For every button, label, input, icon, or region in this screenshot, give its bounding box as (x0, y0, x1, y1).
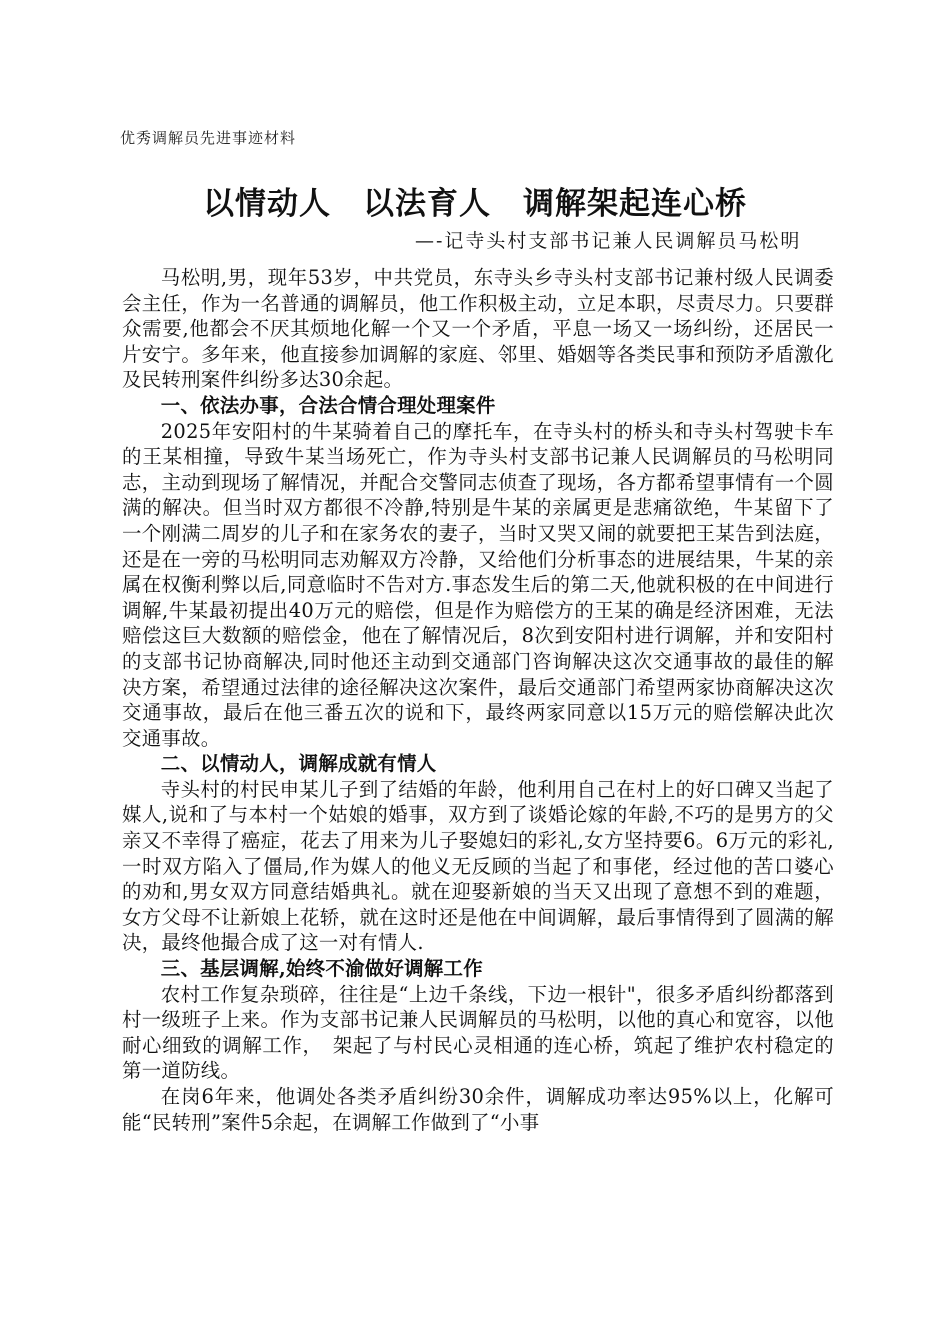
section-1-paragraph-1: 2025年安阳村的牛某骑着自己的摩托车，在寺头村的桥头和寺头村驾驶卡车的王某相撞，导致牛某当场死亡，作为寺头村支部书记兼人民调解员的马松明同志，主动到现场了解情况，并配合交警同志侦查了现场，各方都希望事情有一个圆满的解决。但当时双方都很不冷静,特别是牛某的亲属更是悲痛欲绝，牛某留下了一个刚满二周岁的儿子和在家务农的妻子，当时又哭又闹的就要把王某告到法庭，还是在一旁的马松明同志劝解双方冷静，又给他们分析事态的进展结果，牛某的亲属在权衡利弊以后,同意临时不告对方.事态发生后的第二天,他就积极的在中间进行调解,牛某最初提出40万元的赔偿，但是作为赔偿方的王某的确是经济困难，无法赔偿这巨大数额的赔偿金，他在了解情况后，8次到安阳村进行调解，并和安阳村的支部书记协商解决,同时他还主动到交通部门咨询解决这次交通事故的最佳的解决方案，希望通过法律的途径解决这次案件，最后交通部门希望两家协商解决这次交通事故，最后在他三番五次的说和下，最终两家同意以15万元的赔偿解决此次交通事故。 (122, 419, 834, 750)
section-heading-3: 三、基层调解,始终不渝做好调解工作 (160, 957, 483, 981)
section-2-paragraph-1: 寺头村的村民申某儿子到了结婚的年龄，他利用自己在村上的好口碑又当起了媒人,说和了与本村一个姑娘的婚事，双方到了谈婚论嫁的年龄,不巧的是男方的父亲又不幸得了癌症，花去了用来为儿子娶媳妇的彩礼,女方坚持要6。6万元的彩礼,一时双方陷入了僵局,作为媒人的他义无反顾的当起了和事佬，经过他的苦口婆心的劝和,男女双方同意结婚典礼。就在迎娶新娘的当天又出现了意想不到的难题，女方父母不让新娘上花轿，就在这时还是他在中间调解，最后事情得到了圆满的解决，最终他撮合成了这一对有情人. (122, 777, 834, 955)
document-body (122, 265, 834, 1135)
document-subtitle: —-记寺头村支部书记兼人民调解员马松明 (415, 230, 802, 252)
section-heading-1: 一、依法办事，合法合情合理处理案件 (160, 393, 496, 417)
document-label: 优秀调解员先进事迹材料 (120, 129, 297, 147)
document-title: 以情动人 以法育人 调解架起连心桥 (203, 186, 747, 222)
section-3-paragraph-2: 在岗6年来，他调处各类矛盾纠纷30余件，调解成功率达95%以上，化解可能“民转刑”案件5余起，在调解工作做到了“小事 (122, 1085, 834, 1134)
section-heading-2: 二、以情动人，调解成就有情人 (160, 752, 437, 776)
intro-paragraph: 马松明,男，现年53岁，中共党员，东寺头乡寺头村支部书记兼村级人民调委会主任，作为一名普通的调解员，他工作积极主动，立足本职，尽责尽力。只要群众需要,他都会不厌其烦地化解一个又一个矛盾，平息一场又一场纠纷，还居民一片安宁。多年来，他直接参加调解的家庭、邻里、婚姻等各类民事和预防矛盾激化及民转刑案件纠纷多达30余起。 (122, 266, 834, 392)
section-3-paragraph-1: 农村工作复杂琐碎，往往是“上边千条线，下边一根针"，很多矛盾纠纷都落到村一级班子上来。作为支部书记兼人民调解员的马松明，以他的真心和宽容，以他耐心细致的调解工作， 架起了与村民心灵相通的连心桥，筑起了维护农村稳定的第一道防线。 (122, 982, 834, 1083)
